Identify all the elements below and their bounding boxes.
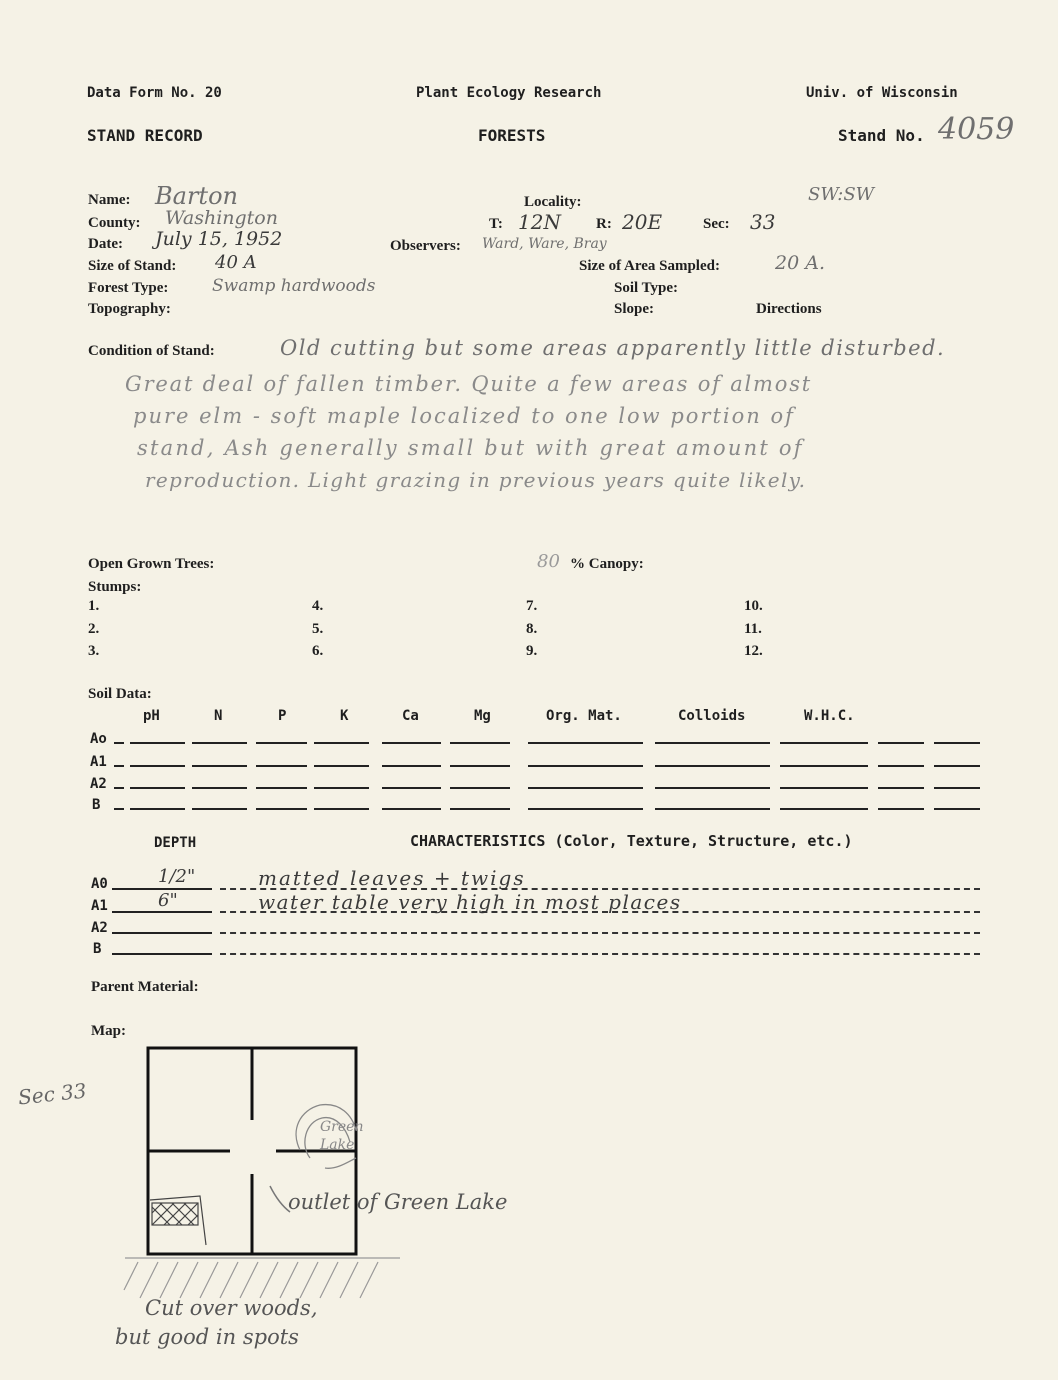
stand-no-value: 4059 [938,112,1015,147]
soil-column-header: Mg [474,708,491,724]
depth-header: DEPTH [154,835,197,851]
depth-row-label: A2 [91,920,108,936]
county-value: Washington [165,207,278,229]
size-stand-value: 40 A [215,252,257,273]
soil-column-header: P [278,708,287,724]
soil-data-label: Soil Data: [88,686,152,702]
name-label: Name: [88,192,131,208]
date-label: Date: [88,236,123,252]
soil-row-label: A2 [90,776,107,792]
depth-value: 1/2" [158,866,196,887]
county-label: County: [88,215,141,231]
condition-line: Great deal of fallen timber. Quite a few areas of almost [125,372,813,396]
ground-hatching [124,1258,400,1298]
forests-title: FORESTS [478,126,546,145]
stump-number: 6. [312,643,324,659]
map-label: Map: [91,1023,126,1039]
stump-number: 4. [312,598,324,614]
characteristics-value: matted leaves + twigs [258,866,526,890]
locality-label: Locality: [524,194,582,210]
stump-number: 8. [526,621,538,637]
condition-label: Condition of Stand: [88,343,215,359]
depth-row-label: A1 [91,898,108,914]
stump-number: 1. [88,598,100,614]
forest-type-label: Forest Type: [88,280,169,296]
size-area-value: 20 A. [775,252,825,274]
outlet-label: outlet of Green Lake [288,1190,508,1214]
slope-label: Slope: [614,301,655,317]
depth-value: 6" [158,890,178,911]
condition-line: reproduction. Light grazing in previous years quite likely. [145,468,807,492]
township-label: T: [489,216,503,232]
range-label: R: [596,216,612,232]
form-number: Data Form No. 20 [87,85,222,101]
soil-column-header: Org. Mat. [546,708,622,724]
size-stand-label: Size of Stand: [88,258,177,274]
soil-column-header: Colloids [678,708,746,724]
outlet-stream [270,1186,290,1212]
topography-label: Topography: [88,301,171,317]
stand-no-label: Stand No. [838,126,925,145]
soil-row-label: A1 [90,754,107,770]
size-area-label: Size of Area Sampled: [579,258,720,274]
stump-number: 5. [312,621,324,637]
condition-line: stand, Ash generally small but with great amount of [137,436,804,460]
range-value: 20E [622,210,663,234]
stump-number: 12. [744,643,763,659]
locality-value: SW:SW [808,184,875,205]
depth-row-label: B [93,941,102,957]
canopy-label: % Canopy: [570,556,644,572]
university-name: Univ. of Wisconsin [806,85,958,101]
soil-column-header: W.H.C. [804,708,855,724]
characteristics-header: CHARACTERISTICS (Color, Texture, Structure, etc.) [410,832,853,850]
map-note: but good in spots [115,1325,299,1349]
parent-material-label: Parent Material: [91,979,199,995]
canopy-value: 80 [537,551,560,572]
stumps-label: Stumps: [88,579,142,595]
soil-column-header: N [214,708,223,724]
township-value: 12N [518,210,561,234]
directions-label: Directions [756,301,822,317]
forest-type-value: Swamp hardwoods [212,276,376,296]
stump-number: 9. [526,643,538,659]
section-label: Sec: [703,216,730,232]
stump-number: 2. [88,621,100,637]
characteristics-value: water table very high in most places [258,890,682,914]
soil-row-label: B [92,797,101,813]
depth-row-label: A0 [91,876,108,892]
condition-line: Old cutting but some areas apparently little disturbed. [280,336,946,360]
stump-number: 11. [744,621,762,637]
soil-column-header: Ca [402,708,419,724]
open-grown-label: Open Grown Trees: [88,556,215,572]
section-value: 33 [750,210,776,234]
lake-label: Green Lake [320,1119,364,1153]
observers-label: Observers: [390,238,461,254]
soil-type-label: Soil Type: [614,280,679,296]
condition-line: pure elm - soft maple localized to one low portion of [133,404,795,428]
observers-value: Ward, Ware, Bray [482,236,607,252]
stump-number: 10. [744,598,763,614]
map-note: Cut over woods, [145,1296,318,1320]
date-value: July 15, 1952 [155,228,283,250]
stump-number: 3. [88,643,100,659]
soil-row-label: Ao [90,731,107,747]
record-title: STAND RECORD [87,126,203,145]
section-note: Sec 33 [16,1078,88,1110]
research-title: Plant Ecology Research [416,85,602,101]
soil-column-header: K [340,708,349,724]
name-value: Barton [155,182,238,210]
hatched-area [150,1196,206,1245]
stump-number: 7. [526,598,538,614]
soil-column-header: pH [143,708,160,724]
